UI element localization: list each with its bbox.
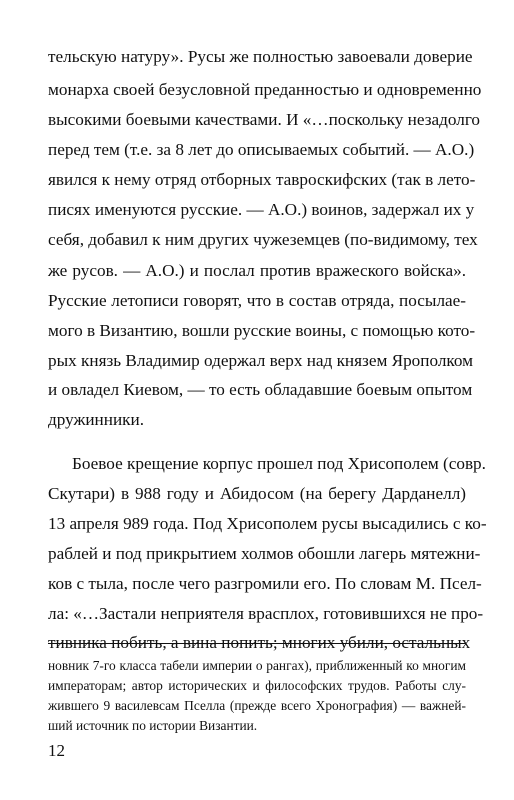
footnote-line: ший источник по истории Византии. — [48, 718, 258, 733]
text-line: рых князь Владимир одержал верх над князем Ярополком — [48, 351, 474, 370]
text-line: Русские летописи говорят, что в состав отряда, посылае- — [48, 291, 466, 310]
text-line: явился к нему отряд отборных тавроскифских (так в лето- — [48, 170, 476, 189]
text-line: раблей и под прикрытием холмов обошли лагерь мятежни- — [48, 544, 481, 563]
text-line: себя, добавил к ним других чужеземцев (по-видимому, тех — [48, 230, 478, 249]
footnote-line: новник 7-го класса табели империи о рангах), приближенный ко многим — [48, 658, 466, 673]
text-line: высокими боевыми качествами. И «…поскольку незадолго — [48, 110, 481, 129]
footnote-line: императорам; автор исторических и философских трудов. Работы слу- — [48, 678, 466, 693]
text-line: дружинники. — [48, 410, 144, 429]
footnote-line: жившего 9 василевсам Пселла (прежде всего Хронография) — важней- — [48, 698, 466, 713]
text-line: перед тем (т.е. за 8 лет до описываемых событий. — А.О.) — [48, 140, 475, 159]
paragraph-first-line: Боевое крещение корпус прошел под Хрисополем (совр. — [72, 454, 486, 473]
footnote-divider — [48, 643, 466, 644]
text-line: и овладел Киевом, — то есть обладавшие боевым опытом — [48, 380, 473, 399]
text-line: писях именуются русские. — А.О.) воинов, задержал их у — [48, 200, 475, 219]
text-line: монарха своей безусловной преданностью и одновременно — [48, 80, 482, 99]
text-line: 13 апреля 989 года. Под Хрисополем русы высадились с ко- — [48, 514, 487, 533]
text-line: Скутари) в 988 году и Абидосом (на берегу Дарданелл) — [48, 484, 466, 503]
text-line: ла: «…Застали неприятеля врасплох, готовившихся не про- — [48, 604, 484, 623]
text-line: тельскую натуру». Русы же полностью завоевали доверие — [48, 47, 473, 66]
text-line: ков с тыла, после чего разгромили его. По словам М. Псел- — [48, 574, 482, 593]
text-line: тивника побить, а вина попить; многих убили, остальных — [48, 633, 471, 652]
page-number: 12 — [48, 741, 65, 760]
text-line: же русов. — А.О.) и послал против вражеского войска». — [48, 261, 466, 280]
text-line: мого в Византию, вошли русские воины, с помощью кото- — [48, 321, 476, 340]
